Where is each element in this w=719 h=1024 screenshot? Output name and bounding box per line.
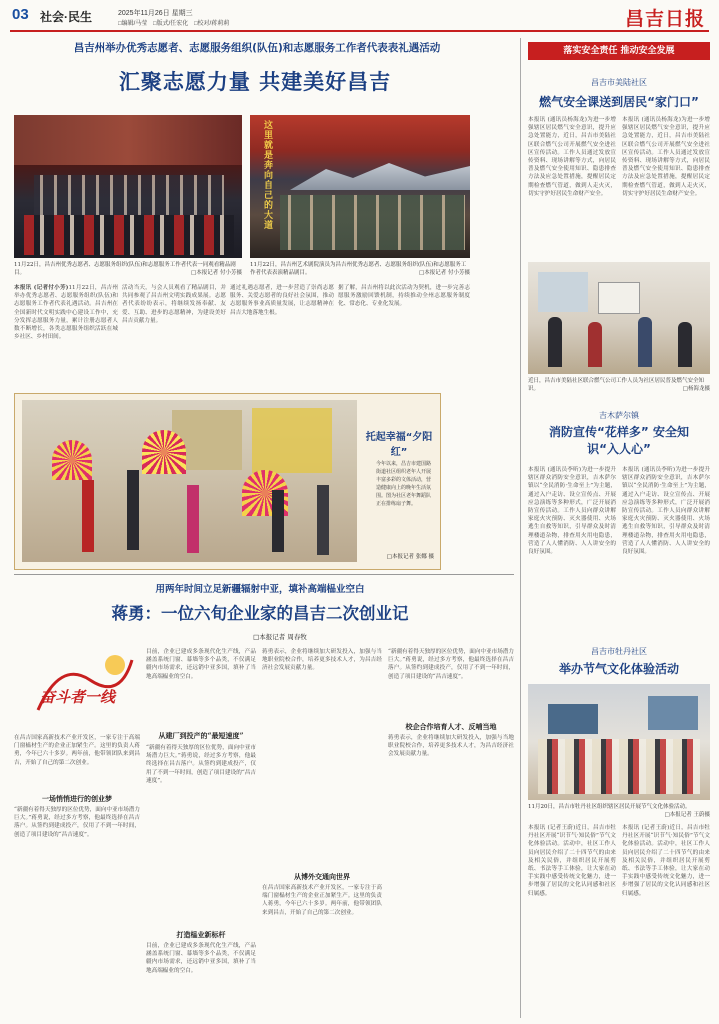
photo-auditorium (14, 115, 242, 258)
lead-byline: 本报讯 (记者付小芳) (14, 285, 69, 291)
second-body-col2c: 目前，企业已建成多条现代化生产线，产品涵盖系统门窗、幕墙等多个品类，不仅满足疆内市场需求，还远销中亚多国，填补了当地高端榀业的空白。 (146, 943, 256, 974)
story1-body-col1: 本报讯 (通讯员杨海龙)为进一步增强辖区居民燃气安全意识，提升应急处置能力，近日，昌吉市美陆社区联合燃气公司开展燃气安全进社区宣传活动。工作人员通过发放宣传资料、现场讲解等方式，向居民普及燃气安全使用知识、隐患排查方法及应急处置措施，提醒居民定期检查燃气管道，做到人走火灭，切实守护好居民生命财产安全。 (528, 117, 616, 197)
subhead-2: 从建厂到投产的“最短速度” (158, 731, 244, 740)
lead-body-col1 (14, 284, 118, 388)
story1-caption (528, 378, 710, 393)
subhead-1: 一场悄悄进行的创业梦 (42, 794, 112, 803)
lead-body-col4: 据了解，昌吉州将以此次活动为契机，进一步完善志愿服务激励回馈机制，持续推动全州志愿服务制度化、常态化、专业化发展。 (338, 285, 470, 308)
lead-body-col2: 活动当天，与会人员观看了精品剧目，并共同参观了昌吉州文明实践成果展。志愿者代表纷纷表示，将继续发扬奉献、友爱、互助、进步的志愿精神，为建设美好昌吉贡献力量。 (122, 285, 226, 324)
second-headline: 蒋勇：一位六旬企业家的昌吉二次创业记 (111, 604, 409, 623)
newspaper-logo: 昌吉日报 (624, 8, 705, 30)
stage-poster-text: 这里就是奔向自己的大道 (264, 121, 274, 231)
story2-title: 消防宣传“花样多” 安全知识“入人心” (549, 425, 689, 456)
lead-headline: 汇聚志愿力量 共建美好昌吉 (118, 70, 392, 94)
lead-kicker: 昌吉州举办优秀志愿者、志愿服务组织(队伍)和志愿服务工作者代表表礼遇活动 (73, 42, 441, 54)
story3-title: 举办节气文化体验活动 (558, 662, 679, 676)
editor-credit: □版式/任宏化 (152, 21, 189, 27)
caption-credit: □本报记者 付小芳摄 (191, 269, 242, 276)
header-divider (10, 30, 709, 32)
story1-title: 燃气安全课送到居民“家门口” (539, 95, 699, 109)
second-body-col1b: “新疆有着得天独厚的区位优势，面向中亚市场潜力巨大。”蒋勇说，经过多方考察，他最终选择在昌吉落户。从签约到建成投产，仅用了不到一年时间，创造了项目建设的“昌吉速度”。 (14, 807, 140, 838)
caption-credit: □本报记者 付小芳摄 (419, 269, 470, 276)
lead-body-col3: 通过礼遇志愿者，进一步营造了崇尚志愿服务、关爱志愿者的良好社会氛围，推动志愿服务事业高质量发展，让志愿精神在昌吉大地落地生根。 (230, 285, 334, 316)
caption-credit: □本报记者 王蔚摄 (664, 811, 710, 818)
subhead-5: 校企合作培育人才、反哺当地 (405, 722, 497, 731)
second-body-col4b: 蒋勇表示，企业将继续加大研发投入，加强与当地职业院校合作，培养更多技术人才，为昌吉经济社会发展贡献力量。 (388, 735, 514, 758)
section-divider (14, 574, 514, 575)
story1-body-col2: 本报讯 (通讯员杨海龙)为进一步增强辖区居民燃气安全意识，提升应急处置能力，近日，昌吉市美陆社区联合燃气公司开展燃气安全进社区宣传活动。工作人员通过发放宣传资料、现场讲解等方式，向居民普及燃气安全使用知识、隐患排查方法及应急处置措施，提醒居民定期检查燃气管道，做到人走火灭，切实守护好居民生命财产安全。 (622, 117, 710, 197)
photo-auditorium-caption (14, 262, 242, 277)
editor-credit: □校对/蒋莉莉 (193, 21, 230, 27)
story2-location: 吉木萨尔镇 (599, 411, 639, 420)
second-body-col2a: 目前，企业已建成多条现代化生产线，产品涵盖系统门窗、幕墙等多个品类，不仅满足疆内市场需求，还远销中亚多国，填补了当地高端榀业的空白。 (146, 649, 256, 680)
caption-text: 11月22日，昌吉州优秀志愿者、志愿服务组织(队伍)和志愿服务工作者代表一同观看精品剧目。 (14, 262, 236, 276)
feature-caption: 今年以来，昌吉市建国路街道社区组织老年人开展丰富多彩的文体活动，营造健康向上的晚年生活氛围。图为社区老年舞蹈队正在排练扇子舞。 (376, 461, 432, 507)
photo-gas-safety (528, 262, 710, 374)
subhead-3: 打造榀业新标杆 (176, 930, 226, 939)
second-body-col3b: 在昌吉国家高新技术产业开发区，一家专注于高端门窗榀材生产的企业正加紧生产。这里的负责人蒋勇，今年已六十多岁。两年前，他带领团队来到昌吉，开始了自己的第二次创业。 (262, 885, 382, 916)
column-label (30, 640, 140, 730)
caption-credit: □杨海龙摄 (682, 385, 710, 392)
second-body-col2b: “新疆有着得天独厚的区位优势，面向中亚市场潜力巨大。”蒋勇说，经过多方考察，他最终选择在昌吉落户。从签约到建成投产，仅用了不到一年时间，创造了项目建设的“昌吉速度”。 (146, 745, 256, 784)
subhead-4: 从博外交通向世界 (294, 872, 350, 881)
story3-caption (528, 804, 710, 819)
second-kicker: 用两年时间立足新疆辐射中亚，填补高端榀业空白 (155, 584, 365, 595)
feature-credit: □本报记者 张娜 摄 (386, 554, 434, 560)
story2-body-col1: 本报讯 (通讯员李昕)为进一步提升辖区群众消防安全意识，吉木萨尔镇以“全民消防·生命至上”为主题，通过入户走访、设立宣传点、开展应急演练等多种形式，广泛开展消防宣传活动。工作人员向群众讲解家庭火灾预防、灭火器使用、火场逃生自救等知识，引导群众及时清理楼道杂物，排查用火用电隐患，营造了人人懂消防、人人讲安全的良好氛围。 (528, 467, 616, 556)
second-byline: □本报记者 周春牧 (253, 633, 307, 641)
column-divider (520, 38, 521, 1018)
column-label-text: 奋斗者一线 (40, 688, 116, 706)
lead-body-text: 11月22日，昌吉州举办优秀志愿者、志愿服务组织(队伍)和志愿服务工作者代表礼遇活动。昌吉州在全国新时代文明实践中心建设工作中，充分发挥志愿服务力量，累计注册志愿者人数不断增长，各类志愿服务组织活跃在城乡社区、乡村田间。 (14, 285, 118, 341)
story3-location: 昌吉市牡丹社区 (591, 647, 647, 656)
issue-date: 2025年11月26日 星期三 (118, 10, 193, 17)
photo-stage-caption (250, 262, 470, 277)
page-number: 03 (12, 6, 29, 23)
story3-body-col2: 本报讯 (记者王蔚)近日，昌吉市牡丹社区开展“识节气·知民俗”节气文化体验活动。活动中，社区工作人员向居民介绍了二十四节气的由来及相关民俗，并组织居民开展剪纸、书法等手工体验，让大家在动手实践中感受传统文化魅力，进一步增强了居民的文化认同感和社区归属感。 (622, 825, 710, 897)
second-body-col1a: 在昌吉国家高新技术产业开发区，一家专注于高端门窗榀材生产的企业正加紧生产。这里的负责人蒋勇，今年已六十多岁。两年前，他带领团队来到昌吉，开始了自己的第二次创业。 (14, 735, 140, 766)
photo-stage (250, 115, 470, 258)
editor-credit: □编辑/马莹 (118, 21, 148, 27)
second-body-col4a: “新疆有着得天独厚的区位优势，面向中亚市场潜力巨大。”蒋勇说，经过多方考察，他最终选择在昌吉落户。从签约到建成投产，仅用了不到一年时间，创造了项目建设的“昌吉速度”。 (388, 649, 514, 680)
story1-location: 昌吉市美陆社区 (591, 78, 647, 87)
section-title: 社会·民生 (40, 10, 92, 24)
photo-solar-terms (528, 684, 710, 800)
caption-text: 11月22日，昌吉州艺术剧院演员为昌吉州优秀志愿者、志愿服务组织(队伍)和志愿服务工作者代表表演精品剧目。 (250, 262, 467, 276)
second-body-col3a: 蒋勇表示，企业将继续加大研发投入，加强与当地职业院校合作，培养更多技术人才，为昌吉经济社会发展贡献力量。 (262, 649, 382, 672)
right-banner: 落实安全责任 推动安全发展 (528, 42, 710, 60)
story2-body-col2: 本报讯 (通讯员李昕)为进一步提升辖区群众消防安全意识，吉木萨尔镇以“全民消防·生命至上”为主题，通过入户走访、设立宣传点、开展应急演练等多种形式，广泛开展消防宣传活动。工作人员向群众讲解家庭火灾预防、灭火器使用、火场逃生自救等知识，引导群众及时清理楼道杂物，排查用火用电隐患，营造了人人懂消防、人人讲安全的良好氛围。 (622, 467, 710, 556)
photo-fan-dance (22, 400, 357, 562)
feature-title: 托起幸福“夕阳红” (365, 432, 433, 458)
story3-body-col1: 本报讯 (记者王蔚)近日，昌吉市牡丹社区开展“识节气·知民俗”节气文化体验活动。活动中，社区工作人员向居民介绍了二十四节气的由来及相关民俗，并组织居民开展剪纸、书法等手工体验，让大家在动手实践中感受传统文化魅力，进一步增强了居民的文化认同感和社区归属感。 (528, 825, 616, 897)
caption-text: 近日，昌吉市美陆社区联合燃气公司工作人员为社区居民普及燃气安全知识。 (528, 378, 705, 392)
caption-text: 11月20日，昌吉市牡丹社区组织辖区居民开展节气文化体验活动。 (528, 804, 691, 810)
editor-credits (118, 18, 233, 27)
